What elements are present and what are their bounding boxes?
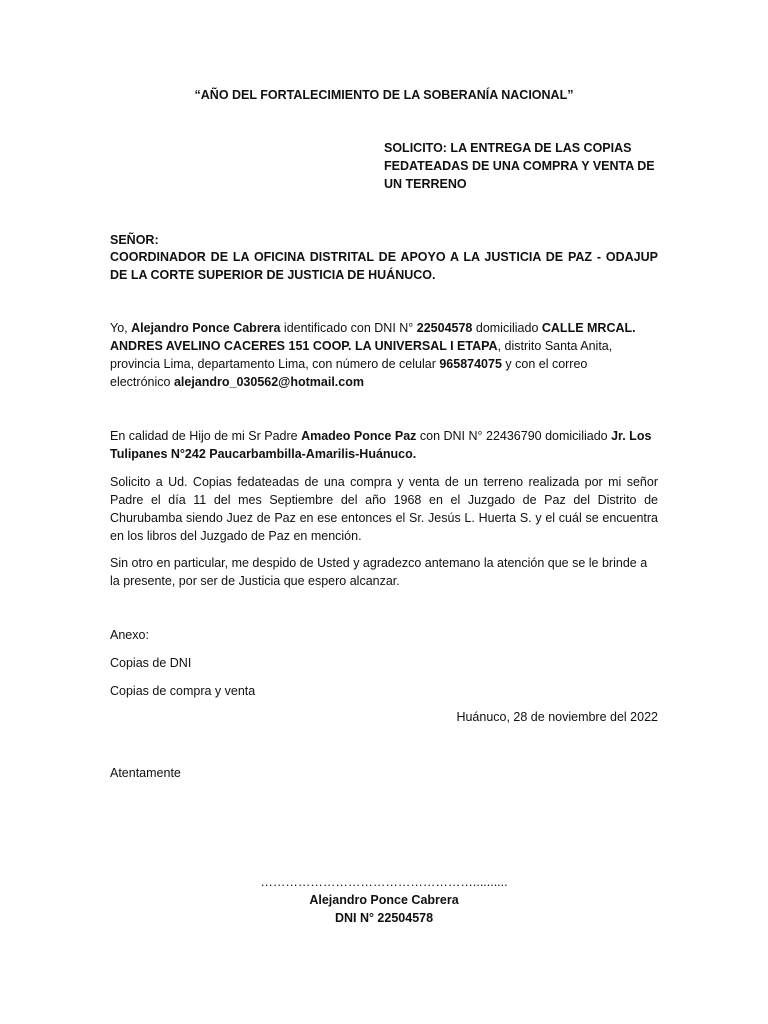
father-paragraph [110,427,660,463]
closing-paragraph: Sin otro en particular, me despido de Usted y agradezco antemano la atención que se le brinde a la presente, por ser de Justicia que espero alcanzar. [110,556,648,588]
signature-line: …………………………………………….......... [260,875,508,889]
applicant-dni: 22504578 [416,321,473,335]
applicant-phone: 965874075 [439,357,502,371]
father-name: Amadeo Ponce Paz [301,429,417,443]
father-text: con DNI N° 22436790 domiciliado [416,429,612,443]
addressee-text: COORDINADOR DE LA OFICINA DISTRITAL DE APOYO A LA JUSTICIA DE PAZ - ODAJUP DE LA CORTE SUPERIOR DE JUSTICIA DE HUÁNUCO. [110,250,658,282]
solicito-line: FEDATEADAS DE UNA COMPRA Y VENTA DE [384,159,655,173]
intro-paragraph [110,319,650,391]
motto-heading: “AÑO DEL FORTALECIMIENTO DE LA SOBERANÍA NACIONAL” [194,88,574,102]
salutation: SEÑOR: [110,233,159,247]
intro-text: y con el correo electrónico [110,357,588,389]
signature-dni: DNI N° 22504578 [334,911,434,925]
intro-text: identificado con DNI N° [280,321,417,335]
applicant-name: Alejandro Ponce Cabrera [131,321,281,335]
signature-block [234,873,534,927]
applicant-email: alejandro_030562@hotmail.com [173,375,364,389]
intro-text: domiciliado [472,321,542,335]
father-text: En calidad de Hijo de mi Sr Padre [110,429,302,443]
father-address: Jr. Los Tulipanes N°242 Paucarbambilla-Amarilis-Huánuco. [110,429,652,461]
applicant-address: CALLE MRCAL. ANDRES AVELINO CACERES 151 COOP. LA UNIVERSAL I ETAPA [110,321,636,353]
farewell: Atentamente [110,766,181,780]
annex-title: Anexo: [110,628,149,642]
solicito-line: SOLICITO: LA ENTREGA DE LAS COPIAS [384,141,632,155]
solicito-block [384,139,684,193]
solicito-line: UN TERRENO [384,177,467,191]
intro-text: Yo, [110,321,132,335]
signature-name: Alejandro Ponce Cabrera [309,893,459,907]
request-paragraph: Solicito a Ud. Copias fedateadas de una compra y venta de un terreno realizada por mi señor Padre el día 11 del mes Septiembre del año 1968 en el Juzgado de Paz del Distrito de Churubamba siendo Juez de Paz en ese entonces el Sr. Jesús L. Huerta S. y el cuál se encuentra en los libros del Juzgado de Paz en mención. [110,475,658,543]
annex-item: Copias de DNI [110,656,192,670]
date-line: Huánuco, 28 de noviembre del 2022 [456,710,658,724]
annex-item: Copias de compra y venta [110,684,256,698]
intro-text: , distrito Santa Anita, provincia Lima, departamento Lima, con número de celular [110,339,613,371]
